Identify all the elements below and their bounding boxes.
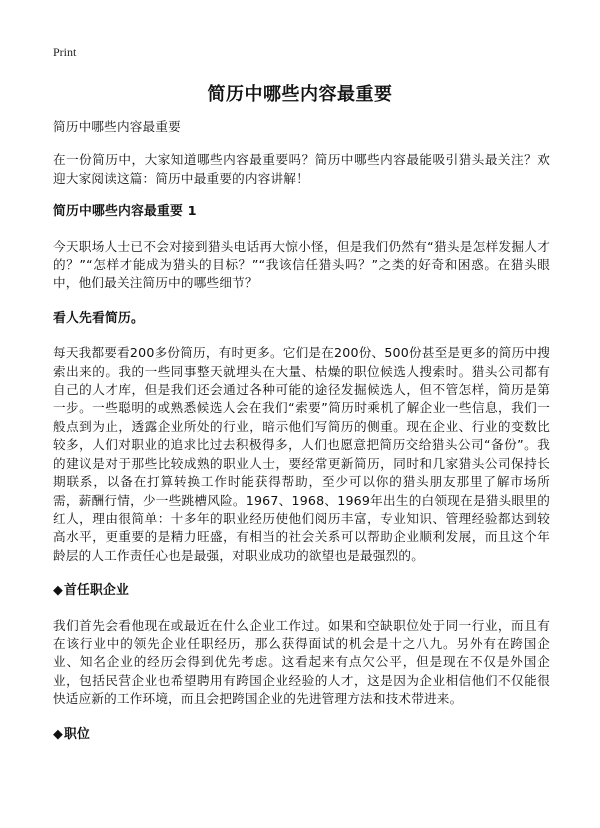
document-body — [53, 118, 550, 760]
intro-paragraph: 在一份简历中，大家知道哪些内容最重要吗？简历中哪些内容最能吸引猎头最关注？欢迎大家阅读这篇：简历中最重要的内容讲解！ — [53, 152, 550, 186]
document-subtitle: 简历中哪些内容最重要 — [53, 119, 181, 134]
section-paragraph-2: 每天我都要看200多份简历，有时更多。它们是在200份、500份甚至是更多的简历中搜索出来的。我的一些同事整天就埋头在大量、枯燥的职位候选人搜索时。猎头公司都有自己的人才库，但是我们还会通过各种可能的途径发掘候选人，但不管怎样，简历是第一步。一些聪明的或熟悉候选人会在我们“索要”简历时乘机了解企业一些信息，我们一般点到为止，透露企业所处的行业，暗示他们写简历的侧重。现在企业、行业的变数比较多，人们对职业的追求比过去积极得多，人们也愿意把简历交给猎头公司“备份”。我的建议是对于那些比较成熟的职业人士，要经常更新简历，同时和几家猎头公司保持长期联系，以备在打算转换工作时能获得帮助，至少可以你的猎头朋友那里了解市场所需，薪酬行情，少一些跳槽风险。1967、1968、1969年出生的白领现在是猎头眼里的红人，理由很简单：十多年的职业经历使他们阅历丰富，专业知识、管理经验都达到较高水平，更重要的是精力旺盛，有相当的社会关系可以帮助企业顺利发展，而且这个年龄层的人工作责任心也是最强，对职业成功的欲望也是最强烈的。 — [53, 345, 550, 563]
section-heading-2: 看人先看简历。 — [53, 310, 144, 326]
section-heading-3-label: 首任职企业 — [64, 583, 130, 599]
diamond-bullet-icon: ◆ — [53, 583, 64, 599]
document-title: 简历中哪些内容最重要 — [207, 84, 393, 105]
section-heading-4-label: 职位 — [64, 726, 91, 742]
section-heading-1: 简历中哪些内容最重要 1 — [53, 204, 197, 220]
section-paragraph-3: 我们首先会看他现在或最近在什么企业工作过。如果和空缺职位处于同一行业，而且有在该行业中的领先企业任职经历，那么获得面试的机会是十之八九。另外有在跨国企业、知名企业的经历会得到优先考虑。这看起来有点欠公平，但是现在不仅是外国企业，包括民营企业也希望聘用有跨国企业经验的人才，这是因为企业相信他们不仅能很快适应新的工作环境，而且会把跨国企业的先进管理方法和技术带进来。 — [53, 617, 550, 707]
section-paragraph-1: 今天职场人士已不会对接到猎头电话再大惊小怪，但是我们仍然有“猎头是怎样发掘人才的？”“怎样才能成为猎头的目标？”“我该信任猎头吗？”之类的好奇和困惑。在猎头眼中，他们最关注简历中的哪些细节？ — [53, 238, 550, 291]
section-heading-4 — [53, 726, 550, 744]
print-link[interactable]: Print — [53, 45, 77, 59]
section-heading-3 — [53, 582, 550, 600]
diamond-bullet-icon: ◆ — [53, 726, 64, 742]
